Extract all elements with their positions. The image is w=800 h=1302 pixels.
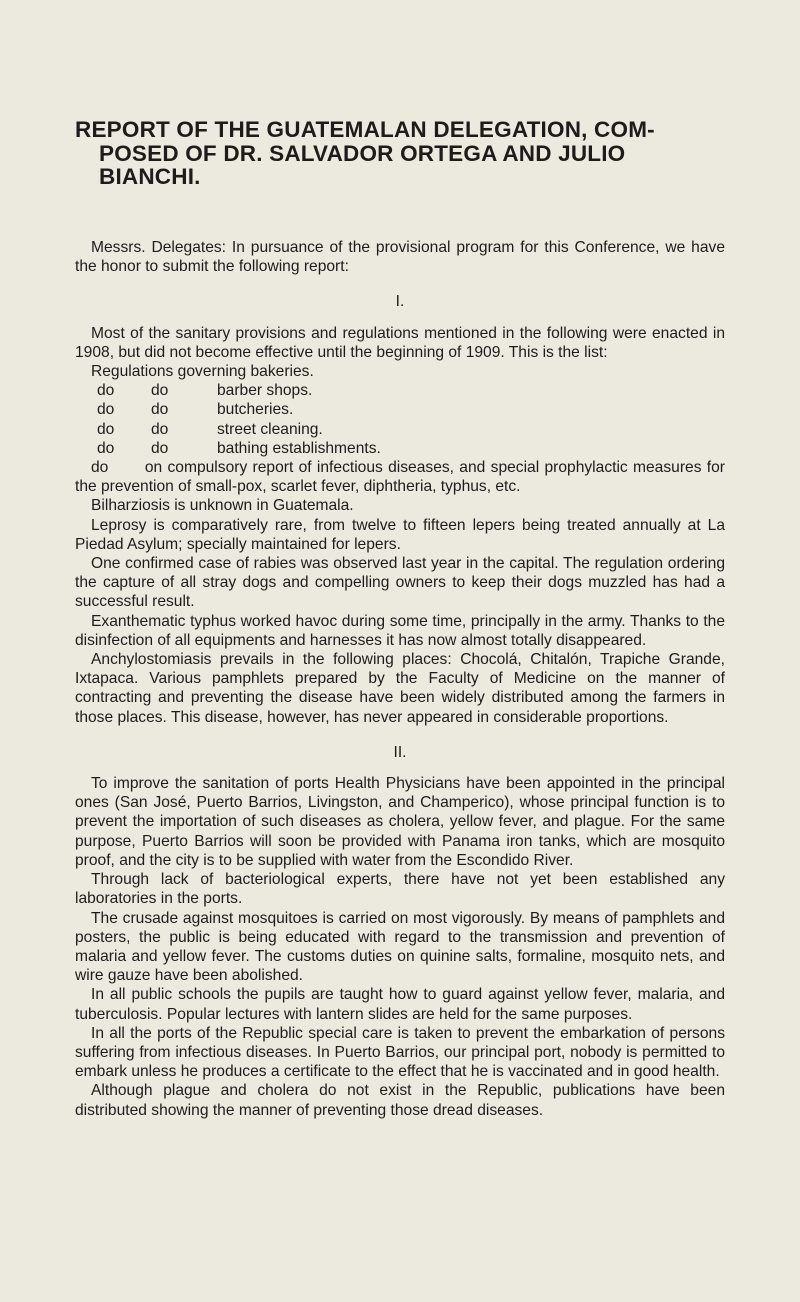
ditto-a: do	[97, 401, 115, 419]
title-line-2: POSED OF DR. SALVADOR ORTEGA AND JULIO	[99, 140, 626, 166]
paragraph: In all public schools the pupils are taught how to guard against yellow fever, malaria, and tuberculosis. Popular lectures with lantern slides are held for the same purposes.	[75, 986, 725, 1023]
regulation-subject: butcheries.	[217, 401, 294, 419]
ditto-b: do	[151, 439, 169, 457]
section-1-lead: Most of the sanitary provisions and regulations mentioned in the following were enacted in 1908, but did not become effective until the beginning of 1909. This is the list:	[75, 324, 725, 361]
regulation-subject: street cleaning.	[217, 420, 323, 438]
regulation-subject: barber shops.	[217, 382, 313, 400]
title-line-3: BIANCHI.	[99, 164, 201, 189]
paragraph: In all the ports of the Republic special care is taken to prevent the embarkation of persons suffering from infectious diseases. In Puerto Barrios, our principal port, nobody is permitted to embark unless he produces a certificate to the effect that he is vaccinated and in good health.	[75, 1024, 725, 1081]
intro-paragraph: Messrs. Delegates: In pursuance of the provisional program for this Conference, we have the honor to submit the following report:	[75, 239, 725, 276]
title-line-1: REPORT OF THE GUATEMALAN DELEGATION, COM-	[75, 117, 655, 142]
paragraph: The crusade against mosquitoes is carried on most vigorously. By means of pamphlets and posters, the public is being educated with regard to the transmission and prevention of malaria and yellow fever. The customs duties on quinine salts, formaline, mosquito nets, and wire gauze have been abolished.	[75, 909, 725, 985]
regulations-list-first: Regulations governing bakeries.	[91, 363, 314, 381]
ditto-b: do	[151, 401, 169, 419]
paragraph: Bilharziosis is unknown in Guatemala.	[91, 497, 354, 515]
regulation-row	[97, 420, 381, 439]
regulation-row	[97, 400, 381, 419]
paragraph: To improve the sanitation of ports Health Physicians have been appointed in the principal ones (San José, Puerto Barrios, Livingston, and Champerico), whose principal function is to prevent the importation of such diseases as cholera, yellow fever, and plague. For the same purpose, Puerto Barrios will soon be provided with Panama iron tanks, which are mosquito proof, and the city is to be supplied with water from the Escondido River.	[75, 775, 725, 869]
regulation-row	[97, 381, 381, 400]
ditto-b: do	[151, 382, 169, 400]
section-1-numeral: I.	[395, 293, 405, 311]
paragraph: Exanthematic typhus worked havoc during some time, principally in the army. Thanks to the disinfection of all equipments and harnesses it has now almost totally disappeared.	[75, 612, 725, 649]
paragraph: Although plague and cholera do not exist in the Republic, publications have been distributed showing the manner of preventing those dread diseases.	[75, 1082, 725, 1119]
paragraph: Anchylostomiasis prevails in the following places: Chocolá, Chitalón, Trapiche Grande, Ixtapaca. Various pamphlets prepared by the Faculty of Medicine on the manner of contracting and preventing the disease have been widely distributed among the farmers in those places. This disease, however, has never appeared in considerable proportions.	[75, 651, 725, 726]
ditto-b: do	[151, 420, 169, 438]
paragraph: Leprosy is comparatively rare, from twelve to fifteen lepers being treated annually at La Piedad Asylum; specially maintained for lepers.	[75, 516, 725, 553]
ditto-a: do	[97, 382, 115, 400]
section-1-paragraphs	[75, 496, 725, 726]
report-title	[75, 118, 745, 189]
paragraph: One confirmed case of rabies was observed last year in the capital. The regulation ordering the capture of all stray dogs and compelling owners to keep their dogs muzzled has had a successful result.	[75, 555, 725, 611]
paragraph: Through lack of bacteriological experts, there have not yet been established any laboratories in the ports.	[75, 871, 725, 908]
ditto-a: do	[97, 420, 115, 438]
report-body	[75, 238, 725, 1120]
compulsory-report-item: do on compulsory report of infectious diseases, and special prophylactic measures for the prevention of small-pox, scarlet fever, diphtheria, typhus, etc.	[75, 459, 725, 496]
section-2-paragraphs	[75, 774, 725, 1120]
section-2-numeral: II.	[393, 743, 407, 761]
regulations-list	[97, 381, 381, 458]
regulation-subject: bathing establishments.	[217, 439, 381, 457]
regulation-row	[97, 439, 381, 458]
ditto-a: do	[97, 439, 115, 457]
